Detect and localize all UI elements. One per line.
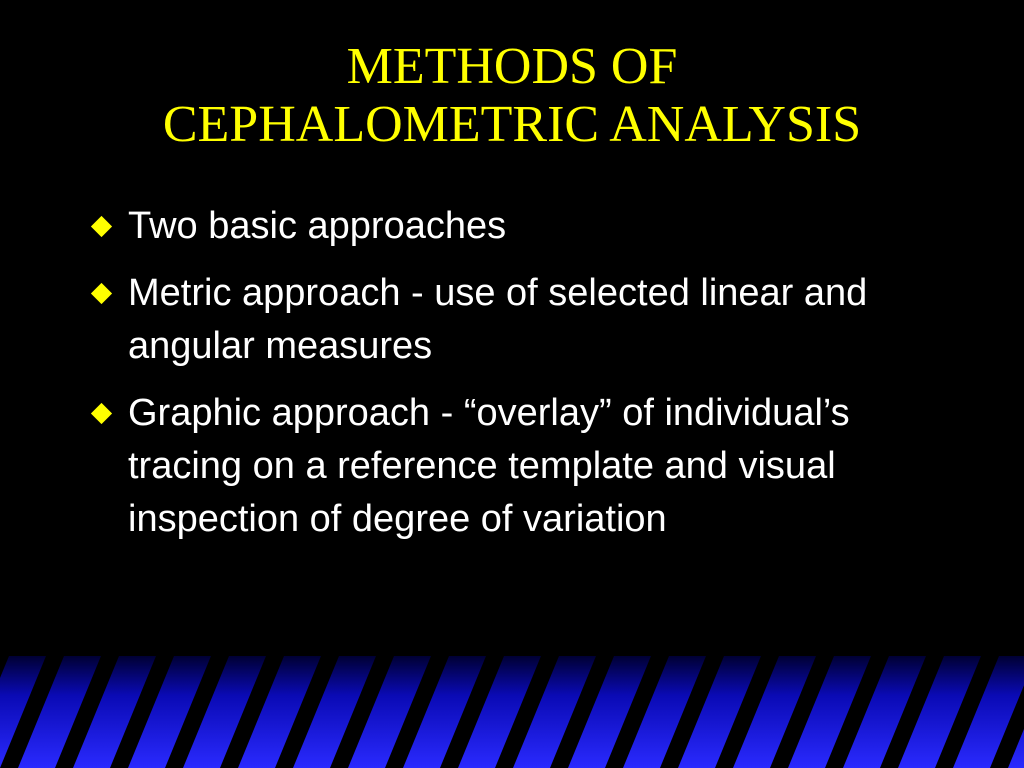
diamond-bullet-icon xyxy=(91,216,112,237)
bullet-text: Graphic approach - “overlay” of individual’s tracing on a reference template and visual inspection of degree of variation xyxy=(128,392,850,540)
bullet-item xyxy=(90,267,950,373)
bullet-text: Metric approach - use of selected linear and angular measures xyxy=(128,272,868,367)
bullet-text: Two basic approaches xyxy=(128,205,507,247)
diamond-bullet-icon xyxy=(91,403,112,424)
slide-title xyxy=(0,38,1024,154)
title-line-1: METHODS OF xyxy=(346,38,678,95)
bullet-list xyxy=(90,200,950,560)
bullet-item xyxy=(90,387,950,546)
diamond-bullet-icon xyxy=(91,283,112,304)
title-line-2: CEPHALOMETRIC ANALYSIS xyxy=(162,96,862,153)
bullet-item xyxy=(90,200,950,253)
decorative-stripe-band xyxy=(0,656,1024,768)
